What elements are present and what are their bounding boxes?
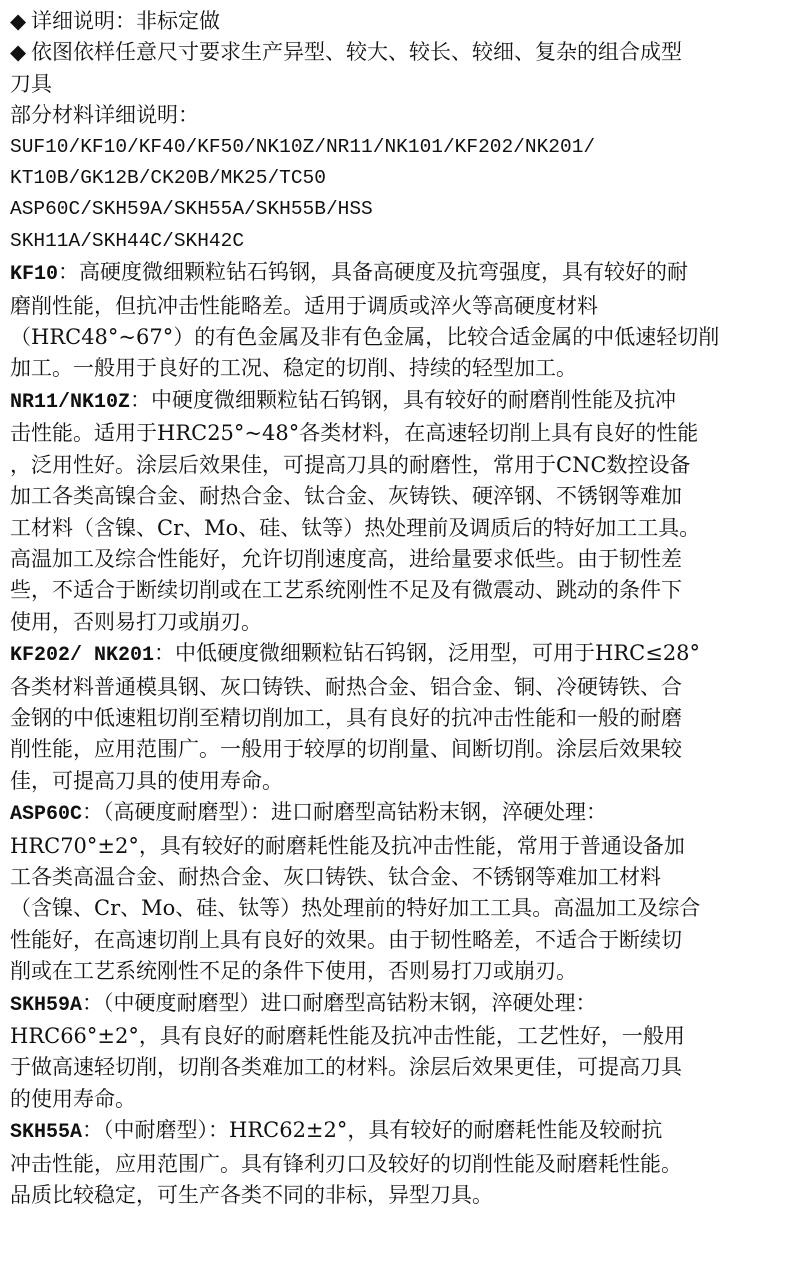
- material-list-line: SKH11A/SKH44C/SKH42C: [10, 229, 245, 252]
- section-nr11-label: NR11/NK10Z: [10, 390, 131, 414]
- section-text: 削性能，应用范围广。一般用于较厚的切削量、间断切削。涂层后效果较: [10, 737, 682, 762]
- section-kf202-line: [10, 638, 782, 671]
- section-nr11: [10, 385, 782, 638]
- section-skh55a-line: [10, 1115, 782, 1148]
- section-kf10: [10, 257, 782, 385]
- section-kf202: [10, 638, 782, 797]
- section-text: 削或在工艺系统刚性不足的条件下使用，否则易打刀或崩刃。: [10, 959, 577, 984]
- section-asp60c-label: ASP60C: [10, 803, 83, 827]
- section-skh55a-label: SKH55A: [10, 1121, 83, 1145]
- section-text: 的使用寿命。: [10, 1086, 136, 1111]
- section-text: （HRC48°~67°）的有色金属及非有色金属，比较合适金属的中低速轻切削: [10, 325, 720, 350]
- section-text: 磨削性能，但抗冲击性能略差。适用于调质或淬火等高硬度材料: [10, 293, 598, 318]
- section-text: ：高硬度微细颗粒钻石钨钢，具备高硬度及抗弯强度，具有较好的耐: [58, 260, 689, 285]
- section-text: 加工各类高镍合金、耐热合金、钛合金、灰铸铁、硬淬钢、不锈钢等难加: [10, 484, 682, 509]
- section-text: ：中低硬度微细颗粒钻石钨钢，泛用型，可用于HRC≤28°: [154, 641, 701, 666]
- section-text: 工各类高温合金、耐热合金、灰口铸铁、钛合金、不锈钢等难加工材料: [10, 864, 661, 889]
- section-text: 工材料（含镍、Cr、Mo、硅、钛等）热处理前及调质后的特好加工工具。: [10, 515, 701, 540]
- section-kf202-label: KF202/ NK201: [10, 644, 155, 668]
- section-skh55a: [10, 1115, 782, 1211]
- intro-text-2: 依图依样任意尺寸要求生产异型、较大、较长、较细、复杂的组合成型: [31, 40, 682, 65]
- section-asp60c: [10, 797, 782, 987]
- section-text: 于做高速轻切削，切削各类难加工的材料。涂层后效果更佳，可提高刀具: [10, 1055, 682, 1080]
- diamond-bullet-icon: ◆: [10, 40, 27, 65]
- section-text: 金钢的中低速粗切削至精切削加工，具有良好的抗冲击性能和一般的耐磨: [10, 705, 682, 730]
- section-text: 佳，可提高刀具的使用寿命。: [10, 768, 283, 793]
- intro-line-2: [10, 37, 782, 68]
- section-text: 使用，否则易打刀或崩刃。: [10, 609, 262, 634]
- section-text: ：中硬度微细颗粒钻石钨钢，具有较好的耐磨削性能及抗冲: [130, 387, 677, 412]
- materials-heading: 部分材料详细说明：: [10, 103, 199, 128]
- section-text: ：（中耐磨型）：HRC62±2°，具有较好的耐磨耗性能及较耐抗: [82, 1118, 663, 1143]
- section-skh59a-label: SKH59A: [10, 993, 83, 1017]
- section-text: 冲击性能，应用范围广。具有锋利刃口及较好的切削性能及耐磨耗性能。: [10, 1151, 682, 1176]
- section-skh59a: [10, 988, 782, 1116]
- section-text: 击性能。适用于HRC25°~48°各类材料，在高速轻切削上具有良好的性能: [10, 421, 699, 446]
- material-list-line: ASP60C/SKH59A/SKH55A/SKH55B/HSS: [10, 198, 373, 221]
- section-text: 各类材料普通模具钢、灰口铸铁、耐热合金、铝合金、铜、冷硬铸铁、合: [10, 674, 682, 699]
- section-text: 加工。一般用于良好的工况、稳定的切削、持续的轻型加工。: [10, 356, 577, 381]
- section-text: 性能好，在高速切削上具有良好的效果。由于韧性略差，不适合于断续切: [10, 927, 682, 952]
- section-text: HRC70°±2°，具有较好的耐磨耗性能及抗冲击性能，常用于普通设备加: [10, 833, 685, 858]
- section-text: 高温加工及综合性能好，允许切削速度高，进给量要求低些。由于韧性差: [10, 546, 682, 571]
- section-text: ：（高硬度耐磨型）：进口耐磨型高钴粉末钢，淬硬处理：: [82, 800, 608, 825]
- section-kf10-line: [10, 257, 782, 290]
- section-nr11-line: [10, 385, 782, 418]
- section-text: HRC66°±2°，具有良好的耐磨耗性能及抗冲击性能，工艺性好，一般用: [10, 1024, 685, 1048]
- section-text: （含镍、Cr、Mo、硅、钛等）热处理前的特好加工工具。高温加工及综合: [10, 896, 701, 921]
- document-body: [10, 6, 782, 1211]
- diamond-bullet-icon: ◆: [10, 9, 27, 33]
- section-text: ：（中硬度耐磨型）进口耐磨型高钴粉末钢，淬硬处理：: [82, 990, 597, 1015]
- material-list-line: SUF10/KF10/KF40/KF50/NK10Z/NR11/NK101/KF202/NK201/: [10, 135, 596, 158]
- section-skh59a-line: [10, 988, 782, 1021]
- section-text: ，泛用性好。涂层后效果佳，可提高刀具的耐磨性，常用于CNC数控设备: [10, 452, 691, 477]
- section-text: 些，不适合于断续切削或在工艺系统刚性不足及有微震动、跳动的条件下: [10, 578, 682, 603]
- intro-line-2-cont: 刀具: [10, 71, 52, 96]
- intro-text-1: 详细说明：非标定做: [31, 9, 220, 33]
- intro-line-1: [10, 6, 782, 37]
- section-asp60c-line: [10, 797, 782, 830]
- section-text: 品质比较稳定，可生产各类不同的非标，异型刀具。: [10, 1183, 493, 1208]
- section-kf10-label: KF10: [10, 263, 59, 287]
- material-list-line: KT10B/GK12B/CK20B/MK25/TC50: [10, 167, 326, 190]
